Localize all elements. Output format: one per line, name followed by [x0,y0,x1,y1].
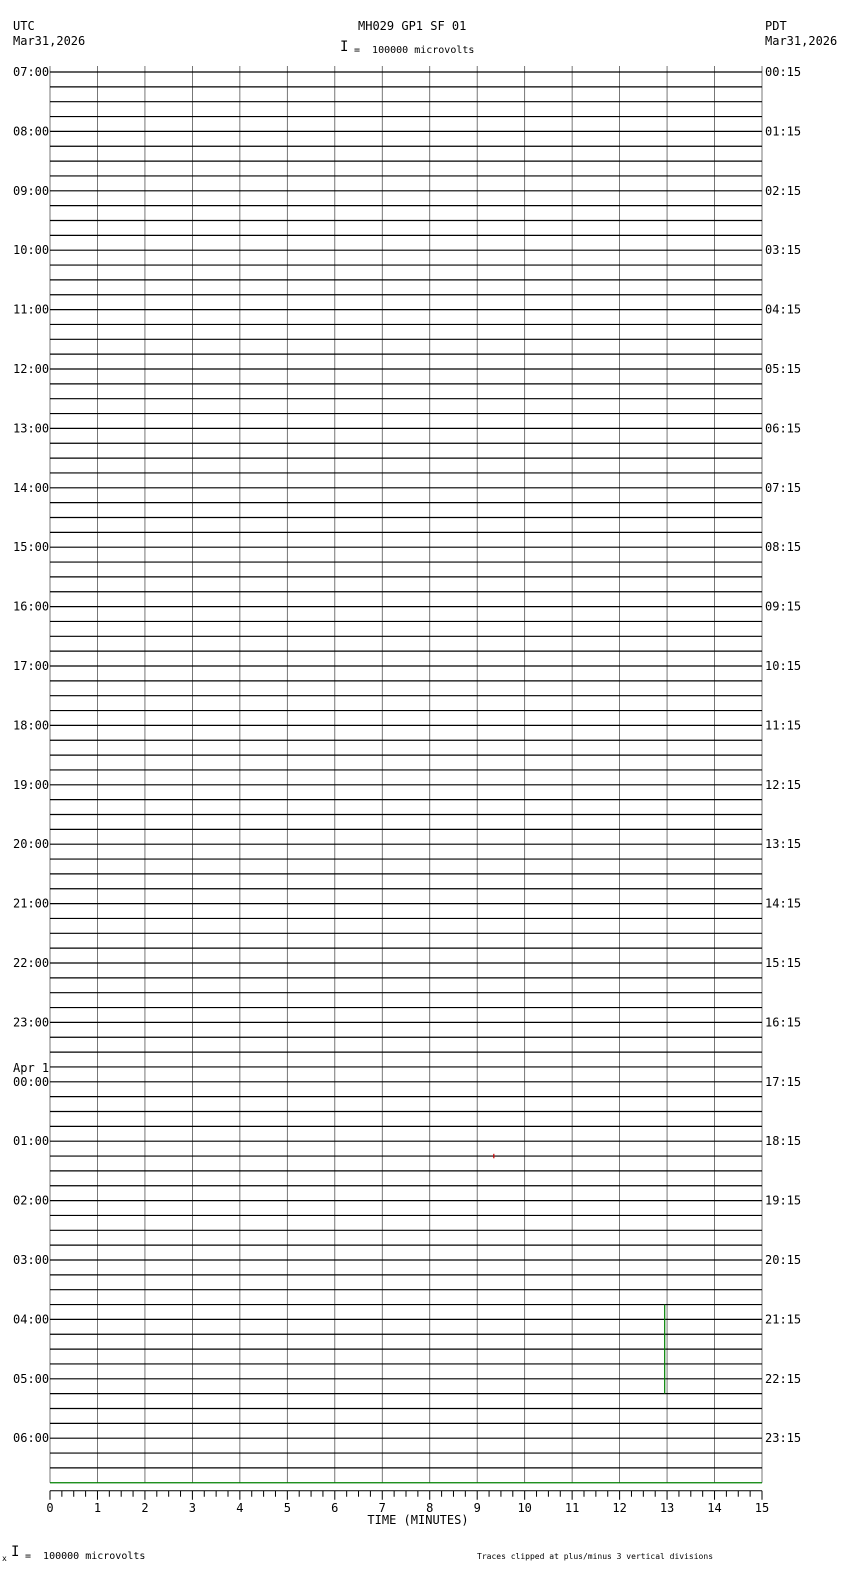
x-tick-label: 2 [141,1500,149,1515]
utc-hour-label: 04:00 [13,1312,50,1327]
x-tick-label: 0 [46,1500,54,1515]
pdt-hour-label: 12:15 [765,777,802,792]
pdt-hour-label: 14:15 [765,896,802,911]
pdt-hour-label: 05:15 [765,362,802,376]
x-tick-label: 5 [283,1500,291,1515]
utc-hour-label: 12:00 [13,362,50,376]
utc-hour-label: 10:00 [13,243,50,258]
pdt-hour-label: 04:15 [765,302,802,317]
date-change-label: Apr 1 [13,1060,50,1075]
pdt-hour-label: 01:15 [765,124,802,139]
utc-date-label: Mar31,2026 [13,34,86,48]
pdt-hour-label: 17:15 [765,1074,802,1089]
pdt-hour-label: 15:15 [765,956,802,970]
station-title: MH029 GP1 SF 01 [358,19,467,33]
utc-hour-label: 05:00 [13,1371,50,1386]
utc-hour-label: 06:00 [13,1431,50,1446]
pdt-hour-label: 19:15 [765,1193,802,1208]
pdt-hour-label: 13:15 [765,837,802,852]
utc-hour-label: 23:00 [13,1015,50,1030]
pdt-hour-label: 09:15 [765,599,802,614]
pdt-hour-label: 22:15 [765,1371,802,1386]
x-tick-label: 15 [754,1500,770,1515]
x-tick-label: 9 [473,1500,481,1515]
utc-zone-label: UTC [13,19,35,33]
x-tick-label: 1 [93,1500,102,1515]
utc-hour-label: 19:00 [13,777,50,792]
footer-scale-symbol: I [11,1544,20,1560]
utc-hour-label: 01:00 [13,1134,50,1149]
utc-hour-label: 08:00 [13,124,50,139]
utc-hour-label: 17:00 [13,659,50,673]
utc-hour-label: 20:00 [13,837,50,852]
utc-hour-label: 07:00 [13,65,50,79]
pdt-date-label: Mar31,2026 [765,34,838,48]
x-tick-label: 13 [659,1500,675,1515]
utc-hour-label: 11:00 [13,302,50,317]
utc-hour-label: 00:00 [13,1074,50,1089]
utc-hour-label: 02:00 [13,1193,50,1208]
pdt-hour-label: 20:15 [765,1253,802,1267]
footer-scale-prefix: x [2,1554,7,1563]
utc-hour-label: 22:00 [13,956,50,970]
pdt-hour-label: 11:15 [765,718,802,733]
scale-bar-symbol: I [340,39,349,55]
pdt-hour-label: 16:15 [765,1015,802,1030]
pdt-hour-label: 18:15 [765,1134,802,1149]
pdt-hour-label: 03:15 [765,243,802,258]
pdt-hour-label: 23:15 [765,1431,802,1446]
clip-note: Traces clipped at plus/minus 3 vertical divisions [477,1552,714,1561]
x-tick-label: 12 [612,1500,627,1515]
pdt-zone-label: PDT [765,19,787,33]
pdt-hour-label: 02:15 [765,183,802,198]
x-tick-label: 8 [426,1500,434,1515]
footer-scale-label: = 100000 microvolts [25,1551,146,1562]
x-tick-label: 3 [188,1500,197,1515]
x-tick-label: 6 [331,1500,339,1515]
x-tick-label: 7 [378,1500,386,1515]
utc-hour-label: 13:00 [13,421,50,436]
x-tick-label: 4 [236,1500,244,1515]
utc-hour-label: 14:00 [13,480,50,495]
pdt-hour-label: 21:15 [765,1312,802,1327]
pdt-hour-label: 07:15 [765,480,802,495]
utc-hour-label: 16:00 [13,599,50,614]
pdt-hour-label: 10:15 [765,659,802,673]
x-tick-label: 10 [517,1500,532,1515]
utc-hour-label: 18:00 [13,718,50,733]
x-tick-label: 11 [564,1500,580,1515]
pdt-hour-label: 08:15 [765,540,802,555]
utc-hour-label: 21:00 [13,896,50,911]
x-tick-label: 14 [707,1500,722,1515]
pdt-hour-label: 00:15 [765,65,802,79]
x-axis-title: TIME (MINUTES) [367,1512,469,1527]
scale-label: = 100000 microvolts [354,45,475,56]
utc-hour-label: 03:00 [13,1253,50,1267]
pdt-hour-label: 06:15 [765,421,802,436]
utc-hour-label: 09:00 [13,183,50,198]
utc-hour-label: 15:00 [13,540,50,555]
